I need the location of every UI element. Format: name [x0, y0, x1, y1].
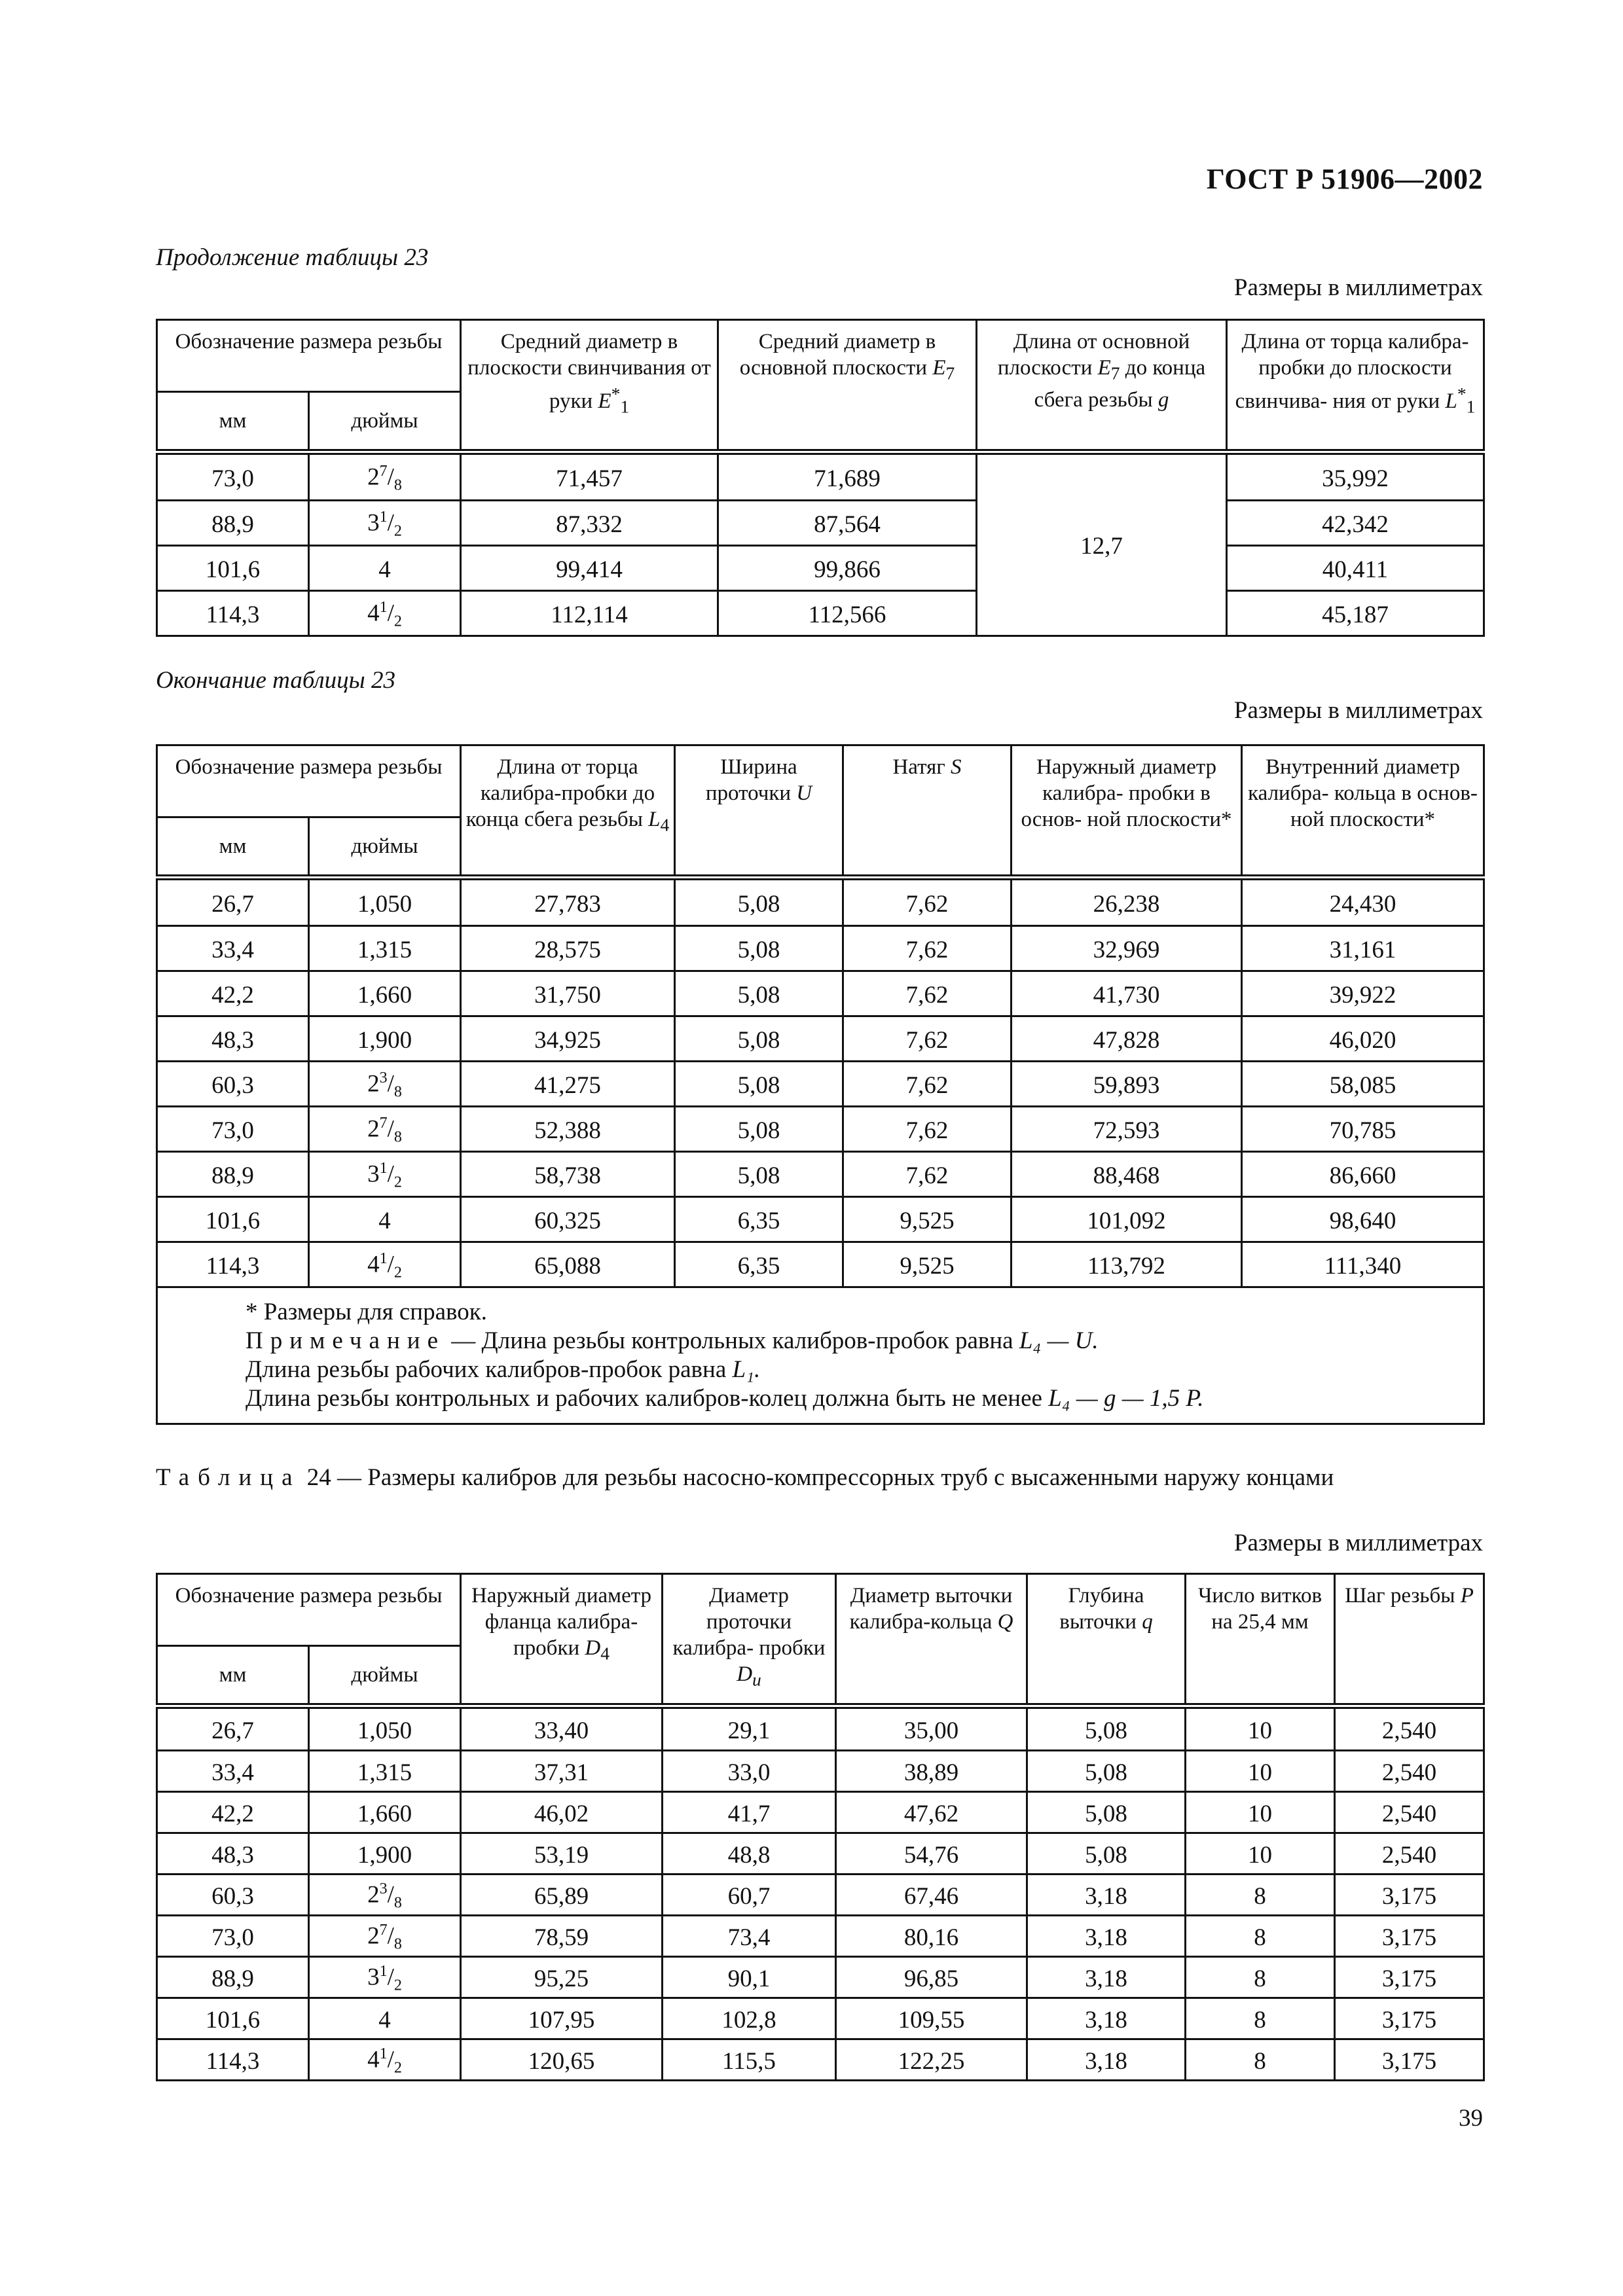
col-mean-diameter-base-plane: Средний диаметр в основной плоскости $E_7$	[718, 320, 977, 452]
table-row: 48,3 1,900 53,19 48,8 54,76 5,08 10 2,540	[157, 1833, 1484, 1874]
col-mean-diameter-hand-tight: Средний диаметр в плоскости свинчивания от руки $E^*_1$	[461, 320, 718, 452]
table-row: 60,3 $2^3/_8$ 41,275 5,08 7,62 59,893 58,085	[157, 1062, 1484, 1107]
table-row: 73,0 $2^7/_8$ 52,388 5,08 7,62 72,593 70,785	[157, 1107, 1484, 1152]
col-flange-outer-diameter: Наружный диаметр фланца калибра-пробки $D_4$	[461, 1574, 663, 1706]
table24-title: Таблица 24 — Размеры калибров для резьбы насосно-компрессорных труб с высаженными наружу концами	[156, 1464, 1334, 1491]
table-row: 101,6 4 60,325 6,35 9,525 101,092 98,640	[157, 1197, 1484, 1242]
col-plug-outer-diameter: Наружный диаметр калибра- пробки в основ- ной плоскости*	[1012, 745, 1242, 878]
table-row: 88,9 $3^1/_2$ 95,25 90,1 96,85 3,18 8 3,175	[157, 1957, 1484, 1998]
table-row: 73,0 $2^7/_8$ 71,457 71,689 12,7 35,992	[157, 452, 1484, 501]
table24-units: Размеры в миллиметрах	[1233, 1530, 1483, 1556]
table-row: 114,3 $4^1/_2$ 65,088 6,35 9,525 113,792 111,340	[157, 1242, 1484, 1287]
merged-length-value: 12,7	[977, 452, 1227, 636]
col-inch: дюймы	[309, 817, 461, 878]
table-notes	[157, 1287, 1484, 1424]
table23-end-caption: Окончание таблицы 23	[156, 667, 395, 694]
col-groove-width: Ширина проточки U	[675, 745, 843, 878]
col-group-thread-size: Обозначение размера резьбы	[157, 745, 461, 817]
table-row: 101,6 4 99,414 99,866 40,411	[157, 546, 1484, 591]
col-group-thread-size: Обозначение размера резьбы	[157, 1574, 461, 1646]
document-header: ГОСТ Р 51906—2002	[1206, 163, 1483, 195]
table23-end	[156, 744, 1485, 1425]
table-row: 33,4 1,315 28,575 5,08 7,62 32,969 31,161	[157, 926, 1484, 971]
table24	[156, 1573, 1485, 2081]
col-plug-groove-diameter: Диаметр проточки калибра- пробки $D_u$	[663, 1574, 836, 1706]
table-row: 42,2 1,660 31,750 5,08 7,62 41,730 39,922	[157, 971, 1484, 1016]
col-ring-inner-diameter: Внутренний диаметр калибра- кольца в основ- ной плоскости*	[1242, 745, 1484, 878]
col-inch: дюймы	[309, 392, 461, 452]
col-length-plug-to-vanish: Длина от торца калибра-пробки до конца сбега резьбы $L_4$	[461, 745, 675, 878]
table-row: 101,6 4 107,95 102,8 109,55 3,18 8 3,175	[157, 1998, 1484, 2039]
table23-end-units: Размеры в миллиметрах	[1233, 697, 1483, 724]
col-length-base-to-vanish: Длина от основной плоскости $E_7$ до конца сбега резьбы g	[977, 320, 1227, 452]
col-standoff: Натяг S	[843, 745, 1012, 878]
col-threads-per-inch: Число витков на 25,4 мм	[1186, 1574, 1335, 1706]
table-row: 88,9 $3^1/_2$ 58,738 5,08 7,62 88,468 86,660	[157, 1152, 1484, 1197]
table-row: 73,0 $2^7/_8$ 78,59 73,4 80,16 3,18 8 3,175	[157, 1916, 1484, 1957]
col-ring-recess-diameter: Диаметр выточки калибра-кольца Q	[836, 1574, 1027, 1706]
table-row: 26,7 1,050 27,783 5,08 7,62 26,238 24,430	[157, 878, 1484, 926]
table23-cont-caption: Продолжение таблицы 23	[156, 244, 429, 271]
table-row: 114,3 $4^1/_2$ 112,114 112,566 45,187	[157, 591, 1484, 636]
note-working-plug: Длина резьбы рабочих калибров-пробок равна L₁.	[246, 1356, 761, 1383]
note-primechanie: Примечание — Длина резьбы контрольных калибров-пробок равна L₄ — U.	[246, 1327, 1099, 1354]
note-rings: Длина резьбы контрольных и рабочих калибров-колец должна быть не менее L₄ — g — 1,5 P.	[246, 1385, 1204, 1412]
col-mm: мм	[157, 1646, 309, 1706]
col-mm: мм	[157, 392, 309, 452]
col-thread-pitch: Шаг резьбы P	[1335, 1574, 1484, 1706]
table-row: 48,3 1,900 34,925 5,08 7,62 47,828 46,020	[157, 1016, 1484, 1062]
table23-cont-units: Размеры в миллиметрах	[1233, 274, 1483, 301]
col-group-thread-size: Обозначение размера резьбы	[157, 320, 461, 392]
table23-continuation	[156, 319, 1485, 637]
col-recess-depth: Глубина выточки q	[1027, 1574, 1186, 1706]
table-row: 33,4 1,315 37,31 33,0 38,89 5,08 10 2,540	[157, 1751, 1484, 1792]
table-row: 26,7 1,050 33,40 29,1 35,00 5,08 10 2,540	[157, 1706, 1484, 1751]
col-length-plug-face-to-hand-tight: Длина от торца калибра-пробки до плоскости свинчива- ния от руки $L^*_1$	[1227, 320, 1484, 452]
col-inch: дюймы	[309, 1646, 461, 1706]
note-reference: * Размеры для справок.	[246, 1299, 487, 1325]
table-row: 60,3 $2^3/_8$ 65,89 60,7 67,46 3,18 8 3,175	[157, 1874, 1484, 1916]
table-row: 88,9 $3^1/_2$ 87,332 87,564 42,342	[157, 501, 1484, 546]
col-mm: мм	[157, 817, 309, 878]
table-row: 114,3 $4^1/_2$ 120,65 115,5 122,25 3,18 8 3,175	[157, 2039, 1484, 2081]
table-row: 42,2 1,660 46,02 41,7 47,62 5,08 10 2,540	[157, 1792, 1484, 1833]
page-number: 39	[1459, 2105, 1483, 2132]
